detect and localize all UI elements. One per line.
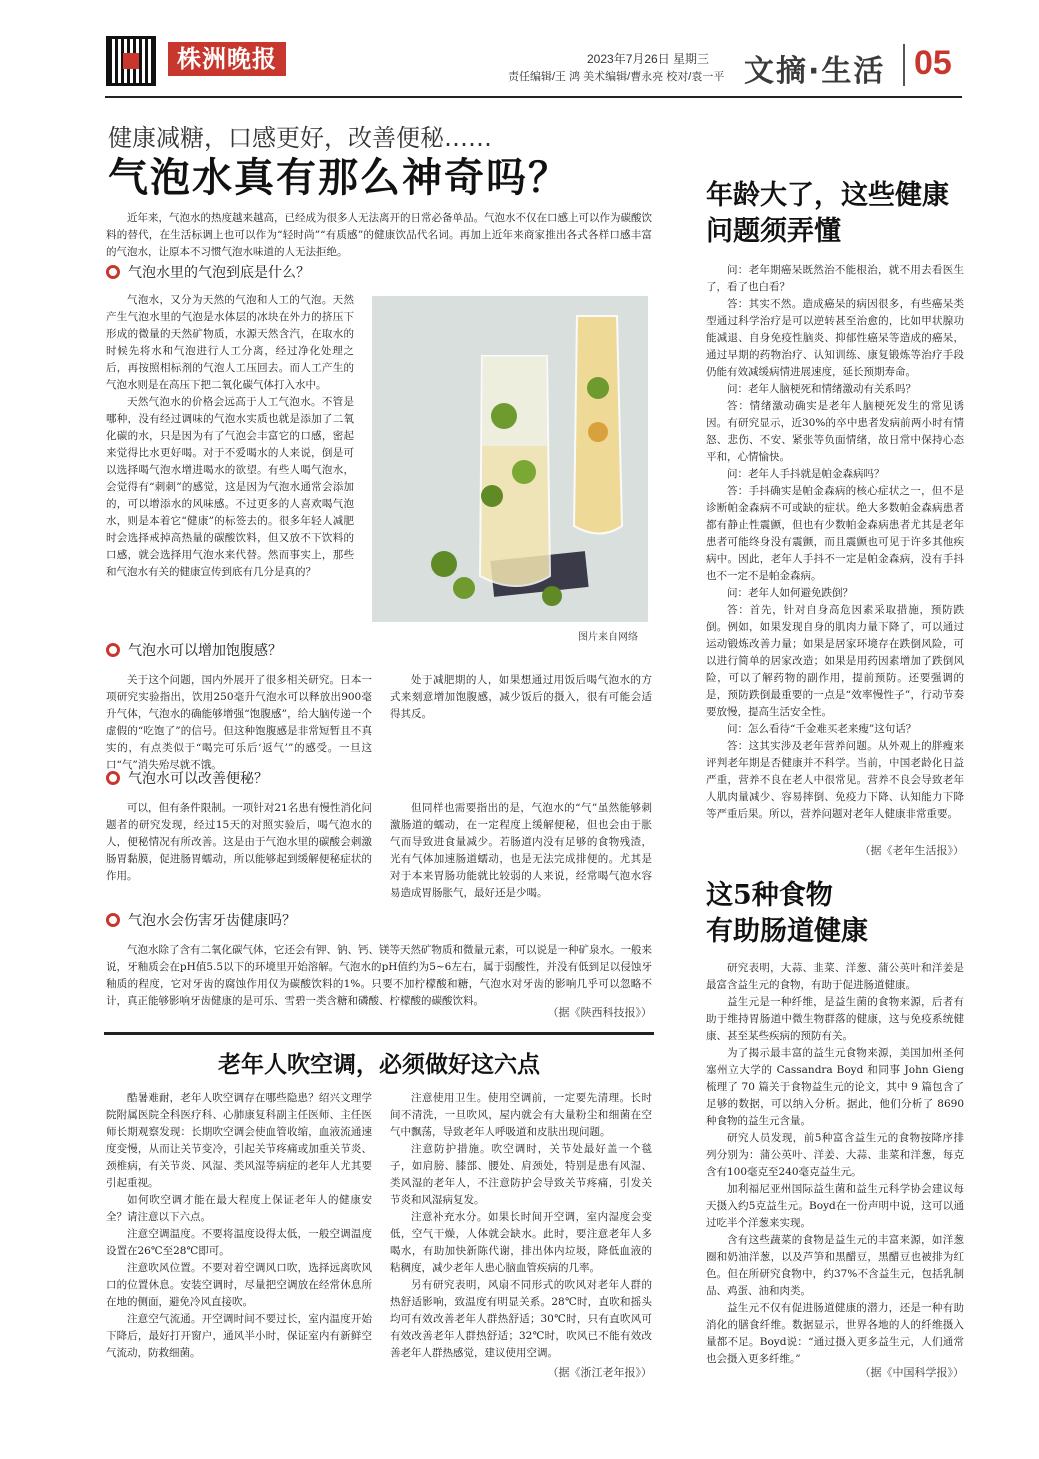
paragraph: 问：怎么看待“千金难买老来瘦”这句话？ bbox=[727, 723, 917, 735]
food-headline-line: 有助肠道健康 bbox=[706, 916, 868, 947]
paragraph: 可以，但有条件限制。一项针对21名患有慢性消化问题者的研究发现，经过15天的对照实验后，喝气泡水的人，便秘情况有所改善。这是由于气泡水里的碳酸会刺激肠胃黏膜，促进肠胃蠕动，所以能够起到缓解便秘症状的作用。 bbox=[106, 802, 372, 882]
qa-body bbox=[706, 262, 964, 823]
section-heading-bubbles bbox=[106, 262, 310, 282]
qa-headline-line: 年龄大了，这些健康 bbox=[706, 180, 949, 211]
aircon-top-rule bbox=[104, 1032, 654, 1035]
bullet-circle-icon bbox=[106, 265, 120, 279]
paragraph: 答：情绪激动确实是老年人脑梗死发生的常见诱因。有研究显示，近30%的卒中患者发病前两小时有情怒、悲伤、不安、紧张等负面情绪，故日常中保持心态平和，心情愉快。 bbox=[706, 400, 964, 463]
paragraph: 注意补充水分。如果长时间开空调，室内湿度会变低，空气干燥，人体就会缺水。此时，要注意老年人多喝水，有助加快新陈代谢，排出体内垃圾，降低血液的粘稠度，减少老年人患心脑血管疾病的几率。 bbox=[390, 1211, 652, 1274]
article-lead bbox=[106, 210, 652, 261]
food-headline bbox=[706, 878, 964, 950]
paragraph: 注意空调温度。不要将温度设得太低，一般空调温度设置在26℃至28℃即可。 bbox=[106, 1228, 372, 1257]
section-heading-text: 气泡水可以增加饱腹感？ bbox=[128, 643, 282, 659]
issue-date: 2023年7月26日 星期三 bbox=[587, 52, 710, 66]
food-body bbox=[706, 960, 964, 1368]
qa-headline bbox=[706, 178, 964, 250]
section-body-constipation-col2 bbox=[390, 800, 652, 902]
paragraph: 处于减肥期的人，如果想通过用饭后喝气泡水的方式来刻意增加饱腹感，减少饭后的摄入，很有可能会适得其反。 bbox=[390, 674, 652, 720]
qr-code bbox=[106, 36, 156, 86]
paragraph: 注意吹风位置。不要对着空调风口吹，选择远离吹风口的位置休息。安装空调时，尽量把空调放在经常休息所在地的侧面，避免冷风直接吹。 bbox=[106, 1262, 372, 1308]
paragraph: 答：其实不然。造成癌呆的病因很多，有些癌呆类型通过科学治疗是可以逆转甚至治愈的，比如甲状腺功能减退、自身免疫性脑炎、抑郁性癌呆等造成的癌呆，通过早期的药物治疗、认知训练、康复锻炼等治疗手段仍能有效减缓病情进展速度，延长预期寿命。 bbox=[706, 298, 964, 378]
paragraph: 问：老年期癌呆既然治不能根治，就不用去看医生了，看了也白看？ bbox=[706, 264, 964, 293]
paragraph: 研究表明，大蒜、韭菜、洋葱、蒲公英叶和洋姜是最富含益生元的食物，有助于促进肠道健康。 bbox=[706, 962, 964, 991]
lead-paragraph: 近年来，气泡水的热度越来越高，已经成为很多人无法离开的日常必备单品。气泡水不仅在口感上可以作为碳酸饮料的替代，在生活标调上也可以作为“轻时尚”“有质感”的健康饮品代名词。再加上近年来商家推出各式各样口感丰富的气泡水，让原本不习惯气泡水味道的人无法拒绝。 bbox=[106, 212, 652, 258]
section-heading-text: 气泡水里的气泡到底是什么？ bbox=[128, 265, 310, 281]
paragraph: 为了揭示最丰富的益生元食物来源，美国加州圣何塞州立大学的 Cassandra Boyd 和同事 John Gieng 梳理了 70 篇关于食物益生元的论文，其中 9 篇包含了足够的数据，可以纳入分析。据此，他们分析了 8690 种食物的益生元含量。 bbox=[706, 1047, 964, 1127]
aircon-source: （据《浙江老年报》） bbox=[547, 1366, 652, 1379]
paragraph: 问：老年人脑梗死和情绪激动有关系吗？ bbox=[727, 383, 916, 395]
section-title: 文摘·生活 bbox=[744, 54, 886, 89]
paragraph: 答：这其实涉及老年营养问题。从外观上的胖瘦来评判老年期是否健康并不科学。当前，中国老龄化日益严重，营养不良在老人中很常见。营养不良会导致老年人肌肉量减少、容易摔倒、免疫力下降、认知能力下降等严重后果。所以，营养问题对老年人健康非常重要。 bbox=[706, 740, 964, 820]
section-body-teeth bbox=[106, 942, 652, 1010]
paragraph: 酷暑难耐，老年人吹空调存在哪些隐患？绍兴文理学院附属医院全科医疗科、心肺康复科副主任医师、主任医师长期观察发现：长期吹空调会使血管收缩，血液流通速度变慢，从而让关节变冷，引起关节疼痛或加重关节炎、颈椎病，有关节炎、风湿、类风湿等病症的老年人尤其要引起重视。 bbox=[106, 1092, 372, 1189]
page-number: 05 bbox=[914, 44, 952, 82]
section-heading-text: 气泡水会伤害牙齿健康吗？ bbox=[128, 913, 296, 929]
glass-illustration bbox=[372, 296, 648, 622]
section-body-satiety-col1 bbox=[106, 672, 372, 774]
paragraph: 关于这个问题，国内外展开了很多相关研究。日本一项研究实验指出，饮用250毫升气泡水可以释放出900毫升气体，气泡水的确能够增强“饱腹感”，给大脑传递一个虚假的“吃饱了”的信号。但这种饱腹感是非常短暂且不真实的，有点类似于“喝完可乐后‘返气’”的感受。一旦这口“气”消失殆尽就不饿。 bbox=[106, 674, 372, 771]
bullet-circle-icon bbox=[106, 643, 120, 657]
food-headline-line: 这5种食物 bbox=[706, 880, 833, 911]
aircon-headline: 老年人吹空调，必须做好这六点 bbox=[218, 1051, 540, 1078]
aircon-body-col2 bbox=[390, 1090, 652, 1362]
paragraph: 含有这些蔬菜的食物是益生元的丰富来源，如洋葱圈和奶油洋葱，以及芦笋和黑醋豆，黑醋豆也被排为红色。但在所研究食物中，约37%不含益生元，包括乳制品、鸡蛋、油和肉类。 bbox=[706, 1234, 964, 1297]
paragraph: 注意空气流通。开空调时间不要过长，室内温度开始下降后，最好打开窗户，通风半小时，保证室内有新鲜空气流动，防救细菌。 bbox=[106, 1313, 372, 1359]
paragraph: 天然气泡水的价格会远高于人工气泡水。不管是哪种，没有经过调味的气泡水实质也就是添加了二氧化碳的水，只是因为有了气泡会丰富它的口感，密起来觉得比水更好喝。对于不爱喝水的人来说，倒是可以选择喝气泡水增进喝水的欲望。有些人喝气泡水，会觉得有“刺刺”的感觉，这是因为气泡水通常会添加的，可以增添水的风味感。不过更多的人喜欢喝气泡水，则是本着它“健康”的标签去的。很多年轻人减肥时会选择戒掉高热量的碳酸饮料，但又放不下饮料的口感，就会选择用气泡水来代替。然而事实上，那些和气泡水有关的健康宣传到底有几分是真的？ bbox=[106, 396, 354, 578]
paragraph: 注意防护措施。吹空调时，关节处最好盖一个毯子，如肩膀、膝部、腰处、肩颈处，特别是患有风湿、类风湿的老年人，不注意防护会导致关节疼痛，引发关节炎和风湿病复发。 bbox=[390, 1143, 652, 1206]
editor-credits: 责任编辑/王 鸿 美术编辑/曹永亮 校对/袁一平 bbox=[508, 71, 725, 83]
article-source: （据《陕西科技报》） bbox=[547, 1006, 652, 1019]
article-headline: 气泡水真有那么神奇吗？ bbox=[108, 155, 570, 201]
section-heading-constipation bbox=[106, 768, 268, 788]
paragraph: 益生元是一种纤维，是益生菌的食物来源，后者有助于维持胃肠道中微生物群落的健康，这与免疫系统健康、甚至某些疾病的预防有关。 bbox=[706, 996, 964, 1042]
food-source: （据《中国科学报》） bbox=[859, 1366, 964, 1379]
paragraph: 问：老年人如何避免跌倒？ bbox=[727, 587, 853, 599]
paragraph: 答：首先，针对自身高危因素采取措施，预防跌倒。例如，如果发现自身的肌肉力量下降了，可以通过运动锻炼改善力量；如果是居家环境存在跌倒风险，可以进行简单的居家改造；如果是用药因素增加了跌倒风险，可以了解药物的副作用，提前预防。还要强调的是，预防跌倒最重要的一点是“效率慢性子”，行动节奏要放慢，提高生活安全性。 bbox=[706, 604, 964, 718]
paragraph: 另有研究表明，风扇不同形式的吹风对老年人群的热舒适影响，致温度有明显关系。28℃时，直吹和摇头均可有效改善老年人群热舒适；30℃时，只有直吹风可有效改善老年人群热舒适；32℃时，吹风已不能有效改善老年人群热感觉，建议使用空调。 bbox=[390, 1279, 652, 1359]
qa-source: （据《老年生活报》） bbox=[859, 844, 964, 857]
section-heading-satiety bbox=[106, 640, 282, 660]
paragraph: 气泡水，又分为天然的气泡和人工的气泡。天然产生气泡水里的气泡是水体层的冰块在外力的挤压下形成的微量的天然矿物质，水源天然含汽，在取水的时候先将水和气泡进行人工分离，经过净化处理之后，再按照相标剂的气泡人工压回去。而人工产生的气泡水则是在高压下把二氧化碳气体打入水中。 bbox=[106, 294, 354, 391]
bullet-circle-icon bbox=[106, 771, 120, 785]
paragraph: 气泡水除了含有二氧化碳气体，它还会有钾、钠、钙、镁等天然矿物质和微量元素，可以说是一种矿泉水。一般来说，牙釉质会在pH值5.5以下的环境里开始溶解。气泡水的pH值约为5~6左右，属于弱酸性，并没有低到足以侵蚀牙釉质的程度，它对牙齿的腐蚀作用仅为碳酸饮料的1%。只要不加柠檬酸和糖，气泡水对牙齿的影响几乎可以忽略不计，真正能够影响牙齿健康的是可乐、雪碧一类含糖和磷酸、柠檬酸的碳酸饮料。 bbox=[106, 944, 652, 1007]
masthead-divider bbox=[903, 44, 905, 86]
photo-caption: 图片来自网络 bbox=[578, 632, 638, 643]
paragraph: 加利福尼亚州国际益生菌和益生元科学协会建议每天摄入约5克益生元。Boyd在一份声明中说，这可以通过吃半个洋葱来实现。 bbox=[706, 1183, 964, 1229]
paragraph: 研究人员发现，前5种富含益生元的食物按降序排列分别为：蒲公英叶、洋姜、大蒜、韭菜和洋葱，每克含有100毫克至240毫克益生元。 bbox=[706, 1132, 964, 1178]
paragraph: 问：老年人手抖就是帕金森病吗？ bbox=[727, 468, 885, 480]
aircon-body-col1 bbox=[106, 1090, 372, 1362]
paragraph: 如何吹空调才能在最大程度上保证老年人的健康安全？请注意以下六点。 bbox=[106, 1194, 372, 1223]
section-heading-text: 气泡水可以改善便秘？ bbox=[128, 771, 268, 787]
section-body-constipation-col1 bbox=[106, 800, 372, 885]
section-body-bubbles bbox=[106, 292, 354, 581]
article-kicker: 健康减糖，口感更好，改善便秘…… bbox=[108, 124, 492, 152]
bullet-circle-icon bbox=[106, 913, 120, 927]
section-body-satiety-col2 bbox=[390, 672, 652, 723]
paragraph: 但同样也需要指出的是，气泡水的“气”虽然能够刺激肠道的蠕动，在一定程度上缓解便秘，但也会由于胀气而导致进食量减少。若肠道内没有足够的食物残渣，光有气体加速肠道蠕动，也是无法完成排便的。尤其是对于本来胃肠功能就比较弱的人来说，经常喝气泡水容易造成胃肠胀气，最好还是少喝。 bbox=[390, 802, 652, 899]
masthead-rule bbox=[105, 96, 962, 98]
paragraph: 注意使用卫生。使用空调前，一定要先清理。长时间不清洗，一旦吹风，屋内就会有大量粉尘和细菌在空气中飘荡，导致老年人呼吸道和皮肤出现问题。 bbox=[390, 1092, 652, 1138]
section-heading-teeth bbox=[106, 910, 296, 930]
newspaper-logo: 株洲晚报 bbox=[168, 42, 286, 76]
paragraph: 益生元不仅有促进肠道健康的潜力，还是一种有助消化的膳食纤维。数据显示，世界各地的人的纤维摄入量都不足。Boyd说：“通过摄入更多益生元，人们通常也会摄入更多纤维。” bbox=[706, 1302, 964, 1365]
qa-headline-line: 问题须弄懂 bbox=[706, 216, 841, 247]
sparkling-water-photo bbox=[372, 296, 648, 622]
paragraph: 答：手抖确实是帕金森病的核心症状之一，但不是诊断帕金森病不可或缺的症状。绝大多数帕金森病患者都有静止性震颤，但也有少数帕金森病患者尤其是老年患者可能终身没有震颤，而且震颤也可见于许多其他疾病中。因此，老年人手抖不一定是帕金森病，没有手抖也不一定不是帕金森病。 bbox=[706, 485, 964, 582]
